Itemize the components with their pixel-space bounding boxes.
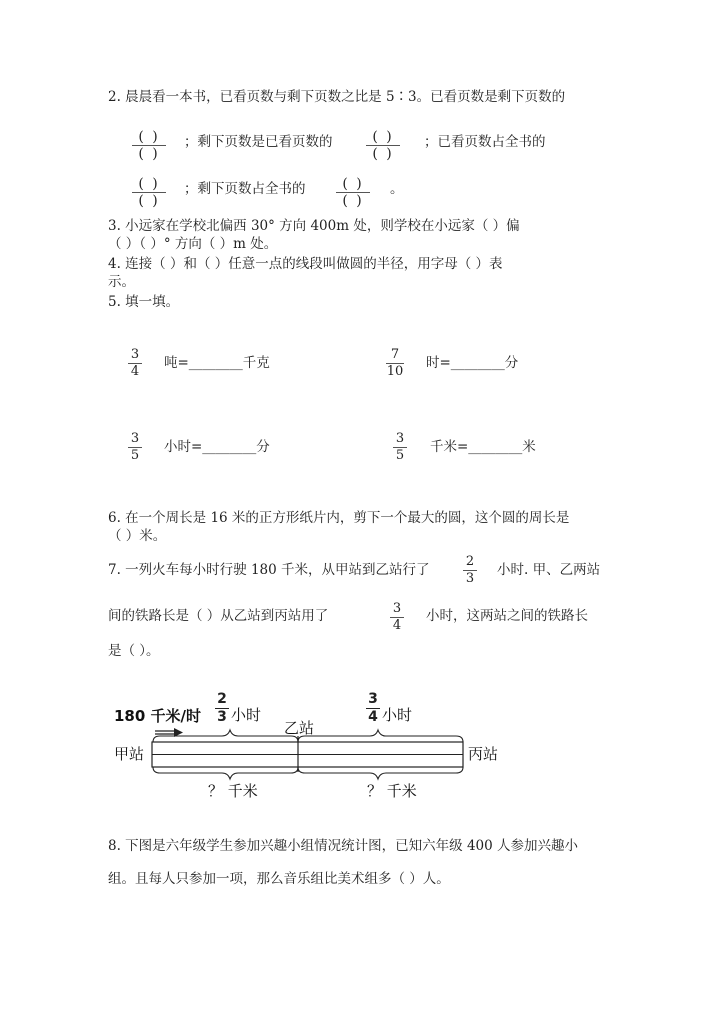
unknown-distance-b: ？ 千米: [367, 782, 417, 800]
fraction-bar: [215, 708, 229, 709]
fraction-bar: [366, 708, 380, 709]
fraction-denominator: 5: [395, 448, 405, 463]
q2-end: 。: [390, 181, 404, 197]
q7-line1a: 7. 一列火车每小时行驶 180 千米，从甲站到乙站行了: [108, 562, 430, 578]
q2-segment-2: ；已看页数占全书的: [424, 134, 546, 150]
q8-line1: 8. 下图是六年级学生参加兴趣小组情况统计图，已知六年级 400 人参加兴趣小: [108, 838, 579, 854]
fraction-numerator: 7: [390, 347, 400, 362]
fraction-denominator: 3: [465, 571, 475, 586]
q2-segment-3: ；剩下页数占全书的: [184, 181, 306, 197]
fraction-denominator: 5: [130, 448, 140, 463]
q5-item-4-text[interactable]: 千米=________米: [430, 439, 536, 455]
station-b-label: 乙站: [284, 719, 315, 737]
fraction-numerator: ( ): [138, 176, 160, 192]
fraction-denominator: 10: [386, 364, 404, 379]
track-outline: [152, 742, 463, 767]
q7-line1b: 小时. 甲、乙两站: [497, 562, 601, 578]
q6-line1: 6. 在一个周长是 16 米的正方形纸片内，剪下一个最大的圆，这个圆的周长是: [108, 510, 570, 526]
fraction-denominator: ( ): [342, 193, 364, 209]
q2-fraction-blank-1[interactable]: [132, 130, 166, 161]
q5-item-2-text[interactable]: 时=________分: [426, 355, 519, 371]
fraction-numerator: 3: [368, 691, 378, 707]
hours-a-label: 小时: [231, 706, 262, 724]
q3-line1: 3. 小远家在学校北偏西 30° 方向 400m 处，则学校在小远家（ ）偏: [108, 218, 520, 234]
q5-title: 5. 填一填。: [108, 294, 180, 310]
fraction-denominator: ( ): [138, 146, 160, 162]
brace-top-b: [298, 730, 463, 742]
q4-line2: 示。: [108, 274, 135, 290]
q4-line1: 4. 连接（ ）和（ ）任意一点的线段叫做圆的半径，用字母（ ）表: [108, 256, 503, 272]
station-c-label: 丙站: [468, 745, 499, 763]
fraction-denominator: 4: [130, 364, 140, 379]
fraction-numerator: 3: [392, 601, 402, 616]
q8-line2: 组。且每人只参加一项，那么音乐组比美术组多（ ）人。: [108, 871, 450, 887]
q5-item-1-text[interactable]: 吨=________千克: [164, 355, 270, 371]
fraction-denominator: ( ): [138, 193, 160, 209]
diagram-fraction-b: [366, 692, 380, 725]
fraction-numerator: 3: [395, 431, 405, 446]
q7-fraction-1: [463, 555, 477, 586]
q2-fraction-blank-3[interactable]: [132, 177, 166, 208]
brace-bottom-b: [298, 767, 463, 779]
q2-line1: 2. 晨晨看一本书，已看页数与剩下页数之比是 5∶3。已看页数是剩下页数的: [108, 89, 566, 105]
fraction-denominator: 4: [392, 618, 402, 633]
q6-line2: （ ）米。: [108, 528, 167, 544]
diagram-fraction-a: [215, 692, 229, 725]
q7-line3: 是（ ）。: [108, 643, 160, 659]
station-a-label: 甲站: [114, 745, 145, 763]
fraction-denominator: ( ): [372, 146, 394, 162]
q5-item-1-fraction: [128, 348, 142, 379]
q2-fraction-blank-4[interactable]: [336, 177, 370, 208]
fraction-numerator: ( ): [138, 129, 160, 145]
q2-segment-1: ；剩下页数是已看页数的: [184, 134, 333, 150]
brace-top-a: [153, 730, 298, 742]
q5-item-3-text[interactable]: 小时=________分: [164, 439, 270, 455]
q7-line2b: 小时，这两站之间的铁路长: [426, 608, 588, 624]
arrow-head-icon: [174, 728, 183, 737]
q3-line2: （ ）（ ）° 方向（ ）m 处。: [108, 236, 278, 252]
fraction-numerator: 3: [130, 347, 140, 362]
fraction-numerator: ( ): [342, 176, 364, 192]
q5-item-4-fraction: [393, 432, 407, 463]
fraction-numerator: 2: [465, 554, 475, 569]
hours-b-label: 小时: [382, 706, 413, 724]
fraction-denominator: 4: [368, 709, 378, 725]
unknown-distance-a: ？ 千米: [208, 782, 258, 800]
speed-label: 180 千米/时: [114, 707, 202, 725]
fraction-numerator: ( ): [372, 129, 394, 145]
q7-line2a: 间的铁路长是（ ）从乙站到丙站用了: [108, 608, 329, 624]
q7-fraction-2: [390, 602, 404, 633]
fraction-denominator: 3: [217, 709, 227, 725]
q2-fraction-blank-2[interactable]: [366, 130, 400, 161]
brace-bottom-a: [153, 767, 298, 779]
fraction-numerator: 3: [130, 431, 140, 446]
fraction-numerator: 2: [217, 691, 227, 707]
q5-item-3-fraction: [128, 432, 142, 463]
q5-item-2-fraction: [386, 348, 404, 379]
